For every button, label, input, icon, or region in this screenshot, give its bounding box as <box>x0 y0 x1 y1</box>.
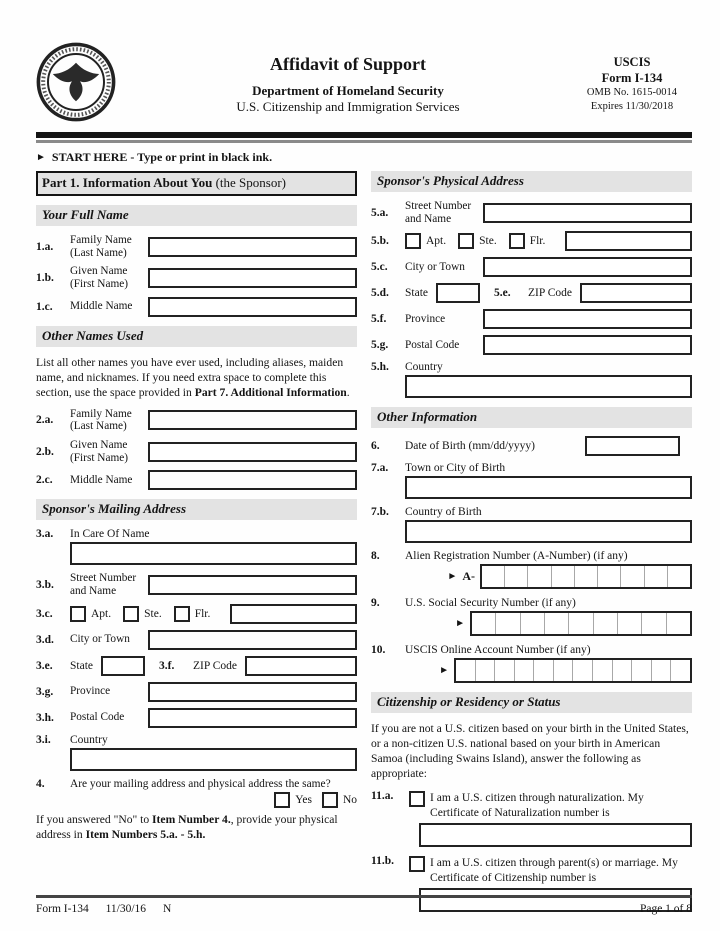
dhs-seal-icon <box>36 42 128 127</box>
digit-cell[interactable] <box>666 613 690 634</box>
field-label: City or Town <box>70 633 130 646</box>
item-number: 5.c. <box>371 261 388 274</box>
form-header <box>36 42 692 127</box>
apt-label: Apt. <box>91 607 112 620</box>
item-number: 7.a. <box>371 462 389 475</box>
a-number-digit-grid[interactable] <box>480 564 692 589</box>
form-org: USCIS <box>613 55 651 70</box>
yes-label: Yes <box>295 793 312 806</box>
ste-label: Ste. <box>144 607 162 620</box>
pointer-icon: ► <box>455 617 465 629</box>
department-name: Department of Homeland Security <box>252 83 444 98</box>
same-address-answer <box>36 792 357 808</box>
digit-cell[interactable] <box>631 660 651 681</box>
physical-apt-checkbox[interactable] <box>405 233 421 249</box>
question-text: Are your mailing address and physical address the same? <box>70 777 331 790</box>
zip-label: ZIP Code <box>193 659 237 672</box>
field-label: In Care Of Name <box>70 528 150 541</box>
citizen-naturalization-option <box>371 790 692 820</box>
other-given-name-input[interactable] <box>148 442 357 462</box>
digit-cell[interactable] <box>544 613 568 634</box>
digit-cell[interactable] <box>482 566 504 587</box>
field-label <box>70 408 148 433</box>
physical-street-input[interactable] <box>483 203 692 223</box>
item-number: 10. <box>371 644 386 657</box>
field-row-physical-city <box>371 257 692 277</box>
right-column <box>371 171 692 920</box>
item-number: 3.h. <box>36 711 54 724</box>
field-label <box>70 572 148 597</box>
same-address-question <box>36 778 357 790</box>
label-line2: and Name <box>405 212 452 225</box>
field-label <box>405 200 483 225</box>
header-titles <box>128 54 568 115</box>
option-text: I am a U.S. citizen through parent(s) or marriage. My Certificate of Citizenship number is <box>430 855 678 884</box>
naturalization-number-input[interactable] <box>419 823 692 847</box>
field-label: Date of Birth (mm/dd/yyyy) <box>405 440 535 453</box>
note-bold: Item Number 4. <box>152 812 231 826</box>
digit-cell[interactable] <box>568 613 592 634</box>
physical-unit-number-input[interactable] <box>565 231 692 251</box>
field-row-date-of-birth <box>371 436 692 456</box>
field-label: Country <box>405 361 443 374</box>
item-number: 3.a. <box>36 528 54 541</box>
item-number: 1.b. <box>36 271 54 284</box>
mailing-city-input[interactable] <box>148 630 357 650</box>
state-label: State <box>70 659 93 672</box>
section-your-full-name: Your Full Name <box>36 205 357 226</box>
uscis-account-digit-grid[interactable] <box>454 658 692 683</box>
field-row-a-number <box>371 550 692 562</box>
omb-number: OMB No. 1615-0014 <box>586 87 678 99</box>
footer-form-number: Form I-134 <box>36 903 89 915</box>
section-other-information: Other Information <box>371 407 692 428</box>
note-text: , provide your physical address in <box>36 812 338 841</box>
digit-cell[interactable] <box>472 613 495 634</box>
field-label: Postal Code <box>405 338 460 351</box>
mailing-zip-input[interactable] <box>245 656 357 676</box>
mailing-apt-checkbox[interactable] <box>70 606 86 622</box>
digit-cell[interactable] <box>495 613 519 634</box>
label-line1: Street Number <box>70 572 137 585</box>
section-other-names-used: Other Names Used <box>36 326 357 347</box>
physical-postal-input[interactable] <box>483 335 692 355</box>
digit-cell[interactable] <box>593 613 617 634</box>
given-name-input[interactable] <box>148 268 357 288</box>
header-rule-black <box>36 132 692 138</box>
mailing-street-input[interactable] <box>148 575 357 595</box>
field-row-mailing-postal <box>36 708 357 728</box>
field-label: Country <box>70 733 108 746</box>
physical-zip-input[interactable] <box>580 283 692 303</box>
arrow-right-icon: ► <box>36 151 46 163</box>
field-label: City or Town <box>405 260 465 273</box>
item-number: 4. <box>36 777 45 790</box>
other-middle-name-input[interactable] <box>148 470 357 490</box>
physical-city-input[interactable] <box>483 257 692 277</box>
field-row-family-name <box>36 234 357 259</box>
physical-country-input[interactable] <box>405 375 692 398</box>
label-line1: Family Name <box>70 407 132 420</box>
citizenship-checkbox[interactable] <box>409 856 425 872</box>
form-info-block <box>568 55 692 114</box>
field-label: Middle Name <box>70 473 133 486</box>
item-number: 3.i. <box>36 733 51 746</box>
item-number: 3.f. <box>159 659 175 672</box>
digit-cell[interactable] <box>574 566 597 587</box>
field-row-other-given-name <box>36 439 357 464</box>
digit-cell[interactable] <box>592 660 612 681</box>
expiration-date: Expires 11/30/2018 <box>590 101 674 113</box>
note-text: If you answered "No" to <box>36 812 153 826</box>
mailing-province-input[interactable] <box>148 682 357 702</box>
date-of-birth-input[interactable] <box>585 436 680 456</box>
field-row-mailing-state-zip <box>36 656 357 676</box>
digit-cell[interactable] <box>670 660 690 681</box>
field-row-mailing-country <box>36 734 357 746</box>
item-number: 7.b. <box>371 506 389 519</box>
footer-edition-date: 11/30/16 <box>105 903 147 915</box>
field-label <box>70 234 148 259</box>
item-number: 3.e. <box>36 659 53 672</box>
left-column <box>36 171 357 920</box>
instruction-text: List all other names you have ever used, including aliases, maiden name, and nicknames. If you need extra space to complete this section, use the space provided in <box>36 355 344 399</box>
state-label: State <box>405 287 428 300</box>
digit-cell[interactable] <box>551 566 574 587</box>
digit-cell[interactable] <box>612 660 632 681</box>
label-line2: (Last Name) <box>70 246 127 259</box>
citizen-parents-marriage-option <box>371 855 692 885</box>
digit-cell[interactable] <box>620 566 643 587</box>
field-label: Province <box>405 312 446 325</box>
label-line2: (First Name) <box>70 277 129 290</box>
digit-cell[interactable] <box>597 566 620 587</box>
field-row-uscis-account <box>371 644 692 656</box>
flr-label: Flr. <box>194 607 211 620</box>
digit-cell[interactable] <box>520 613 544 634</box>
field-row-physical-street <box>371 200 692 225</box>
field-row-physical-postal <box>371 335 692 355</box>
field-row-other-family-name <box>36 408 357 433</box>
field-row-birth-country <box>371 506 692 518</box>
field-label: Postal Code <box>70 711 125 724</box>
field-row-birth-city <box>371 462 692 474</box>
citizenship-instructions: If you are not a U.S. citizen based on your birth in the United States, or a non-citizen U.S. national based on your birth in American Samoa (including Swains Island), answer the following as appropriate: <box>371 722 689 781</box>
item-number: 1.a. <box>36 240 54 253</box>
part1-heading <box>36 171 357 196</box>
physical-state-input[interactable] <box>436 283 480 303</box>
digit-cell[interactable] <box>494 660 514 681</box>
ssn-digit-grid[interactable] <box>470 611 692 636</box>
start-here-instruction <box>36 150 692 165</box>
physical-ste-checkbox[interactable] <box>458 233 474 249</box>
mailing-country-input[interactable] <box>70 748 357 771</box>
page-number: Page 1 of 8 <box>639 903 692 915</box>
item-number: 5.a. <box>371 206 389 219</box>
digit-cell[interactable] <box>651 660 671 681</box>
field-label: Alien Registration Number (A-Number) (if any) <box>405 550 628 563</box>
label-line2: (First Name) <box>70 451 129 464</box>
uscis-account-entry <box>371 658 692 683</box>
a-number-entry <box>371 564 692 589</box>
footer-edition-letter: N <box>162 903 172 915</box>
digit-cell[interactable] <box>667 566 690 587</box>
field-label: Country of Birth <box>405 506 482 519</box>
digit-cell[interactable] <box>504 566 527 587</box>
field-row-physical-state-zip <box>371 283 692 303</box>
digit-cell[interactable] <box>527 566 550 587</box>
item-number: 3.c. <box>36 607 53 620</box>
item-number: 9. <box>371 597 380 610</box>
start-here-text: START HERE - Type or print in black ink. <box>51 150 273 164</box>
field-row-middle-name <box>36 297 357 317</box>
label-line2: and Name <box>70 584 117 597</box>
field-row-physical-province <box>371 309 692 329</box>
field-label <box>70 265 148 290</box>
mailing-postal-input[interactable] <box>148 708 357 728</box>
digit-cell[interactable] <box>514 660 534 681</box>
field-row-given-name <box>36 265 357 290</box>
part1-subtitle: (the Sponsor) <box>215 175 287 190</box>
family-name-input[interactable] <box>148 237 357 257</box>
field-row-mailing-province <box>36 682 357 702</box>
field-row-mailing-street <box>36 572 357 597</box>
label-line1: Family Name <box>70 234 132 246</box>
a-number-prefix: A- <box>462 569 475 584</box>
label-line1: Given Name <box>70 439 128 452</box>
note-bold: Item Numbers 5.a. - 5.h. <box>85 827 206 841</box>
digit-cell[interactable] <box>641 613 665 634</box>
item-number: 5.f. <box>371 313 387 326</box>
footer-left <box>36 903 171 915</box>
item-number: 2.c. <box>36 474 53 487</box>
in-care-of-input[interactable] <box>70 542 357 565</box>
naturalization-checkbox[interactable] <box>409 791 425 807</box>
page-footer <box>36 895 692 915</box>
no-label: No <box>342 793 357 806</box>
label-line1: Street Number <box>405 200 472 212</box>
digit-cell[interactable] <box>572 660 592 681</box>
item-number: 5.e. <box>494 287 511 300</box>
form-number: Form I-134 <box>601 70 663 85</box>
field-label: Province <box>70 685 111 698</box>
field-label: USCIS Online Account Number (if any) <box>405 644 591 657</box>
yes-checkbox[interactable] <box>274 792 290 808</box>
middle-name-input[interactable] <box>148 297 357 317</box>
physical-flr-checkbox[interactable] <box>509 233 525 249</box>
item-number: 1.c. <box>36 300 53 313</box>
item-number: 3.d. <box>36 633 54 646</box>
label-line2: (Last Name) <box>70 420 127 433</box>
mailing-unit-number-input[interactable] <box>230 604 357 624</box>
ssn-entry <box>371 611 692 636</box>
digit-cell[interactable] <box>456 660 475 681</box>
field-label <box>70 439 148 464</box>
other-family-name-input[interactable] <box>148 410 357 430</box>
ste-label: Ste. <box>479 235 497 248</box>
item-number: 5.h. <box>371 361 389 374</box>
label-line1: Given Name <box>70 265 128 278</box>
pointer-icon: ► <box>447 570 458 582</box>
no-answer-note <box>36 812 357 842</box>
section-mailing-address: Sponsor's Mailing Address <box>36 499 357 520</box>
field-label: Middle Name <box>70 300 133 313</box>
section-physical-address: Sponsor's Physical Address <box>371 171 692 192</box>
no-checkbox[interactable] <box>322 792 338 808</box>
item-number: 11.a. <box>371 789 394 802</box>
mailing-ste-checkbox[interactable] <box>123 606 139 622</box>
item-number: 8. <box>371 550 380 563</box>
field-row-ssn <box>371 597 692 609</box>
digit-cell[interactable] <box>553 660 573 681</box>
flr-label: Flr. <box>529 235 546 248</box>
pointer-icon: ► <box>439 664 449 676</box>
form-title: Affidavit of Support <box>269 54 426 74</box>
physical-province-input[interactable] <box>483 309 692 329</box>
field-row-other-middle-name <box>36 470 357 490</box>
header-rule-gray <box>36 140 692 143</box>
option-text: I am a U.S. citizen through naturalization. My Certificate of Naturalization number is <box>430 790 644 819</box>
apt-label: Apt. <box>426 235 447 248</box>
item-number: 6. <box>371 440 380 453</box>
item-number: 3.b. <box>36 578 54 591</box>
field-label: Town or City of Birth <box>405 462 506 475</box>
item-number: 2.a. <box>36 414 54 427</box>
item-number: 5.b. <box>371 235 389 248</box>
field-row-physical-country <box>371 361 692 373</box>
field-row-mailing-unit <box>36 604 357 624</box>
mailing-state-input[interactable] <box>101 656 145 676</box>
item-number: 5.d. <box>371 287 389 300</box>
field-row-mailing-city <box>36 630 357 650</box>
digit-cell[interactable] <box>533 660 553 681</box>
field-row-in-care-of <box>36 528 357 540</box>
digit-cell[interactable] <box>475 660 495 681</box>
birth-country-input[interactable] <box>405 520 692 543</box>
digit-cell[interactable] <box>617 613 641 634</box>
agency-name: U.S. Citizenship and Immigration Services <box>236 99 460 114</box>
zip-label: ZIP Code <box>528 287 572 300</box>
item-number: 2.b. <box>36 445 54 458</box>
instruction-text: . <box>346 385 350 399</box>
other-names-instructions <box>36 355 357 400</box>
item-number: 5.g. <box>371 339 389 352</box>
digit-cell[interactable] <box>644 566 667 587</box>
part1-title: Part 1. Information About You <box>42 175 213 190</box>
field-label: U.S. Social Security Number (if any) <box>405 597 576 610</box>
item-number: 11.b. <box>371 854 395 867</box>
field-row-physical-unit <box>371 231 692 251</box>
mailing-flr-checkbox[interactable] <box>174 606 190 622</box>
birth-city-input[interactable] <box>405 476 692 499</box>
instruction-bold: Part 7. Additional Information <box>194 385 347 399</box>
item-number: 3.g. <box>36 685 54 698</box>
section-citizenship: Citizenship or Residency or Status <box>371 692 692 713</box>
